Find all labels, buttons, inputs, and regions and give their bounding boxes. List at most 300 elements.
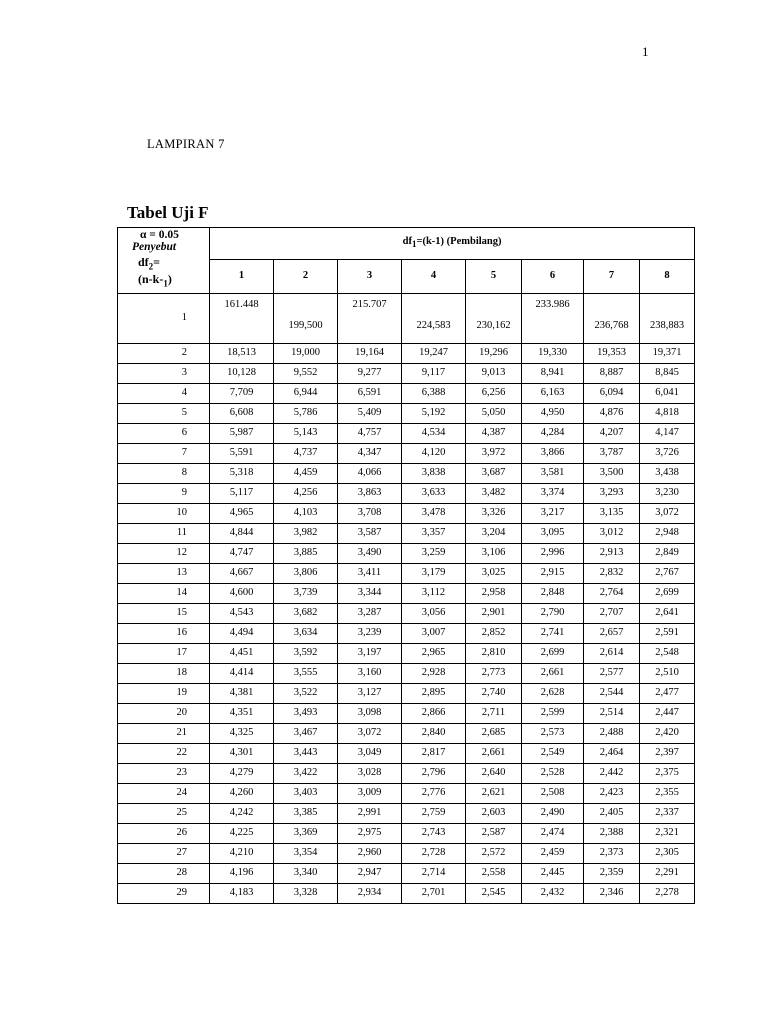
- column-header: 8: [640, 260, 695, 294]
- f-value-cell: 3,863: [338, 484, 402, 504]
- f-value-cell: 2,740: [466, 684, 522, 704]
- f-value-cell: 4,387: [466, 424, 522, 444]
- f-value-cell: 2,849: [640, 544, 695, 564]
- f-value-cell: 2,432: [522, 884, 584, 904]
- column-header: 3: [338, 260, 402, 294]
- df2-row-label: 23: [118, 764, 210, 784]
- f-value-cell: 236,768: [584, 294, 640, 344]
- f-value-cell: 3,239: [338, 624, 402, 644]
- f-value-cell: 3,204: [466, 524, 522, 544]
- f-value-cell: 5,409: [338, 404, 402, 424]
- table-row: [118, 804, 695, 824]
- f-value-cell: 2,573: [522, 724, 584, 744]
- table-row: [118, 864, 695, 884]
- f-value-cell: 2,405: [584, 804, 640, 824]
- df2-row-label: 1: [118, 294, 210, 344]
- df2-row-label: 13: [118, 564, 210, 584]
- f-value-cell: 2,996: [522, 544, 584, 564]
- f-value-cell: 3,340: [274, 864, 338, 884]
- f-value-cell: 4,256: [274, 484, 338, 504]
- df2-row-label: 22: [118, 744, 210, 764]
- f-value-cell: 2,928: [402, 664, 466, 684]
- f-value-cell: 3,025: [466, 564, 522, 584]
- f-value-cell: 2,773: [466, 664, 522, 684]
- df2-row-label: 10: [118, 504, 210, 524]
- f-value-cell: 2,621: [466, 784, 522, 804]
- df2-row-label: 26: [118, 824, 210, 844]
- f-value-cell: 3,478: [402, 504, 466, 524]
- f-value-cell: 19,296: [466, 344, 522, 364]
- column-header: 6: [522, 260, 584, 294]
- f-value-cell: 2,685: [466, 724, 522, 744]
- f-value-cell: 2,442: [584, 764, 640, 784]
- f-value-cell: 3,411: [338, 564, 402, 584]
- f-value-cell: 2,459: [522, 844, 584, 864]
- f-value-cell: 4,543: [210, 604, 274, 624]
- f-value-cell: 2,895: [402, 684, 466, 704]
- f-value-cell: 2,591: [640, 624, 695, 644]
- f-value-cell: 2,641: [640, 604, 695, 624]
- f-value-cell: 9,277: [338, 364, 402, 384]
- f-value-cell: 2,743: [402, 824, 466, 844]
- f-value-cell: 4,600: [210, 584, 274, 604]
- f-value-cell: 3,357: [402, 524, 466, 544]
- f-value-cell: 2,508: [522, 784, 584, 804]
- table-row: [118, 424, 695, 444]
- f-value-cell: 4,351: [210, 704, 274, 724]
- f-value-cell: 3,687: [466, 464, 522, 484]
- f-value-cell: 3,007: [402, 624, 466, 644]
- f-value-cell: 3,739: [274, 584, 338, 604]
- df2-row-label: 2: [118, 344, 210, 364]
- f-value-cell: 2,832: [584, 564, 640, 584]
- f-value-cell: 3,230: [640, 484, 695, 504]
- f-value-cell: 4,242: [210, 804, 274, 824]
- f-value-cell: 4,757: [338, 424, 402, 444]
- table-row: [118, 704, 695, 724]
- f-value-cell: 2,934: [338, 884, 402, 904]
- f-value-cell: 3,098: [338, 704, 402, 724]
- f-value-cell: 2,840: [402, 724, 466, 744]
- f-value-cell: 3,866: [522, 444, 584, 464]
- denominator-label: Penyebut: [132, 240, 177, 253]
- f-value-cell: 3,056: [402, 604, 466, 624]
- f-value-cell: 19,000: [274, 344, 338, 364]
- f-value-cell: 3,135: [584, 504, 640, 524]
- f-value-cell: 238,883: [640, 294, 695, 344]
- f-value-cell: 3,293: [584, 484, 640, 504]
- f-value-cell: 2,490: [522, 804, 584, 824]
- f-value-cell: 4,066: [338, 464, 402, 484]
- df2-row-label: 24: [118, 784, 210, 804]
- f-value-cell: 2,975: [338, 824, 402, 844]
- f-value-cell: 4,667: [210, 564, 274, 584]
- f-value-cell: 2,445: [522, 864, 584, 884]
- f-value-cell: 3,633: [402, 484, 466, 504]
- f-value-cell: 3,438: [640, 464, 695, 484]
- f-value-cell: 2,699: [640, 584, 695, 604]
- f-value-cell: 2,599: [522, 704, 584, 724]
- f-value-cell: 5,786: [274, 404, 338, 424]
- f-value-cell: 2,291: [640, 864, 695, 884]
- f-value-cell: 2,728: [402, 844, 466, 864]
- df2-row-label: 28: [118, 864, 210, 884]
- appendix-label: LAMPIRAN 7: [147, 137, 225, 151]
- f-value-cell: 2,305: [640, 844, 695, 864]
- f-value-cell: 4,207: [584, 424, 640, 444]
- column-header: 5: [466, 260, 522, 294]
- f-value-cell: 3,328: [274, 884, 338, 904]
- f-value-cell: 3,682: [274, 604, 338, 624]
- f-value-cell: 2,549: [522, 744, 584, 764]
- f-value-cell: 4,876: [584, 404, 640, 424]
- table-row: [118, 764, 695, 784]
- f-value-cell: 5,117: [210, 484, 274, 504]
- f-value-cell: 9,013: [466, 364, 522, 384]
- table-row: [118, 544, 695, 564]
- table-row: [118, 564, 695, 584]
- f-value-cell: 4,284: [522, 424, 584, 444]
- f-value-cell: 3,369: [274, 824, 338, 844]
- table-row: [118, 684, 695, 704]
- table-row: [118, 844, 695, 864]
- f-value-cell: 2,544: [584, 684, 640, 704]
- f-value-cell: 2,397: [640, 744, 695, 764]
- f-value-cell: 230,162: [466, 294, 522, 344]
- f-value-cell: 8,887: [584, 364, 640, 384]
- f-value-cell: 2,577: [584, 664, 640, 684]
- f-value-cell: 2,852: [466, 624, 522, 644]
- f-value-cell: 224,583: [402, 294, 466, 344]
- f-value-cell: 2,796: [402, 764, 466, 784]
- f-value-cell: 2,776: [402, 784, 466, 804]
- f-value-cell: 3,838: [402, 464, 466, 484]
- f-value-cell: 3,482: [466, 484, 522, 504]
- f-value-cell: 6,944: [274, 384, 338, 404]
- table-row: [118, 664, 695, 684]
- f-value-cell: 2,848: [522, 584, 584, 604]
- f-value-cell: 3,422: [274, 764, 338, 784]
- df2-row-label: 25: [118, 804, 210, 824]
- table-row: [118, 384, 695, 404]
- f-value-cell: 2,640: [466, 764, 522, 784]
- f-value-cell: 3,587: [338, 524, 402, 544]
- f-value-cell: 3,885: [274, 544, 338, 564]
- f-value-cell: 2,545: [466, 884, 522, 904]
- f-value-cell: 4,347: [338, 444, 402, 464]
- f-value-cell: 4,459: [274, 464, 338, 484]
- f-value-cell: 6,608: [210, 404, 274, 424]
- column-header: 4: [402, 260, 466, 294]
- f-value-cell: 3,106: [466, 544, 522, 564]
- df2-row-label: 29: [118, 884, 210, 904]
- f-value-cell: 4,381: [210, 684, 274, 704]
- f-value-cell: 2,817: [402, 744, 466, 764]
- f-value-cell: 4,210: [210, 844, 274, 864]
- f-value-cell: 3,287: [338, 604, 402, 624]
- f-value-cell: 2,661: [522, 664, 584, 684]
- f-value-cell: 3,403: [274, 784, 338, 804]
- df2-row-label: 19: [118, 684, 210, 704]
- f-value-cell: 3,127: [338, 684, 402, 704]
- table-row: [118, 444, 695, 464]
- alpha-label: α = 0.05: [140, 229, 179, 241]
- table-row: [118, 724, 695, 744]
- f-value-cell: 5,192: [402, 404, 466, 424]
- f-value-cell: 3,217: [522, 504, 584, 524]
- df2-row-label: 8: [118, 464, 210, 484]
- f-value-cell: 2,767: [640, 564, 695, 584]
- table-row: [118, 744, 695, 764]
- f-value-cell: 3,112: [402, 584, 466, 604]
- f-value-cell: 3,012: [584, 524, 640, 544]
- f-value-cell: 3,787: [584, 444, 640, 464]
- f-value-cell: 19,164: [338, 344, 402, 364]
- f-value-cell: 2,337: [640, 804, 695, 824]
- f-value-cell: 8,845: [640, 364, 695, 384]
- f-value-cell: 2,488: [584, 724, 640, 744]
- df2-row-label: 4: [118, 384, 210, 404]
- f-value-cell: 2,359: [584, 864, 640, 884]
- header-row-1: [118, 228, 695, 260]
- f-value-cell: 215.707: [338, 294, 402, 344]
- f-value-cell: 4,534: [402, 424, 466, 444]
- f-value-cell: 3,072: [338, 724, 402, 744]
- f-value-cell: 3,344: [338, 584, 402, 604]
- f-value-cell: 3,522: [274, 684, 338, 704]
- f-value-cell: 9,552: [274, 364, 338, 384]
- df2-row-label: 7: [118, 444, 210, 464]
- f-value-cell: 3,259: [402, 544, 466, 564]
- f-value-cell: 2,711: [466, 704, 522, 724]
- denominator-header-cell: [118, 228, 210, 294]
- f-value-cell: 4,414: [210, 664, 274, 684]
- f-value-cell: 2,699: [522, 644, 584, 664]
- f-value-cell: 3,581: [522, 464, 584, 484]
- f-value-cell: 2,657: [584, 624, 640, 644]
- table-row: [118, 504, 695, 524]
- f-value-cell: 2,474: [522, 824, 584, 844]
- df2-row-label: 17: [118, 644, 210, 664]
- f-value-cell: 2,901: [466, 604, 522, 624]
- f-value-cell: 3,500: [584, 464, 640, 484]
- f-value-cell: 3,982: [274, 524, 338, 544]
- f-value-cell: 4,183: [210, 884, 274, 904]
- f-value-cell: 4,747: [210, 544, 274, 564]
- f-value-cell: 2,355: [640, 784, 695, 804]
- f-value-cell: 2,764: [584, 584, 640, 604]
- f-value-cell: 2,346: [584, 884, 640, 904]
- f-value-cell: 4,451: [210, 644, 274, 664]
- f-value-cell: 199,500: [274, 294, 338, 344]
- f-value-cell: 2,741: [522, 624, 584, 644]
- f-value-cell: 2,587: [466, 824, 522, 844]
- f-value-cell: 9,117: [402, 364, 466, 384]
- f-value-cell: 2,464: [584, 744, 640, 764]
- f-value-cell: 3,806: [274, 564, 338, 584]
- f-value-cell: 6,256: [466, 384, 522, 404]
- f-value-cell: 3,326: [466, 504, 522, 524]
- f-value-cell: 10,128: [210, 364, 274, 384]
- f-value-cell: 3,592: [274, 644, 338, 664]
- f-value-cell: 2,958: [466, 584, 522, 604]
- f-value-cell: 2,528: [522, 764, 584, 784]
- f-value-cell: 3,972: [466, 444, 522, 464]
- f-value-cell: 3,726: [640, 444, 695, 464]
- f-value-cell: 3,354: [274, 844, 338, 864]
- f-value-cell: 4,279: [210, 764, 274, 784]
- f-value-cell: 2,423: [584, 784, 640, 804]
- table-row: [118, 824, 695, 844]
- f-value-cell: 2,790: [522, 604, 584, 624]
- f-value-cell: 2,913: [584, 544, 640, 564]
- f-value-cell: 3,385: [274, 804, 338, 824]
- f-value-cell: 2,714: [402, 864, 466, 884]
- f-value-cell: 3,072: [640, 504, 695, 524]
- table-row: [118, 884, 695, 904]
- df2-row-label: 11: [118, 524, 210, 544]
- df2-row-label: 12: [118, 544, 210, 564]
- f-value-cell: 4,737: [274, 444, 338, 464]
- f-value-cell: 19,247: [402, 344, 466, 364]
- df2-row-label: 6: [118, 424, 210, 444]
- df2-row-label: 27: [118, 844, 210, 864]
- f-value-cell: 2,661: [466, 744, 522, 764]
- f-value-cell: 3,634: [274, 624, 338, 644]
- f-value-cell: 6,163: [522, 384, 584, 404]
- f-value-cell: 5,987: [210, 424, 274, 444]
- f-value-cell: 2,947: [338, 864, 402, 884]
- f-value-cell: 2,707: [584, 604, 640, 624]
- f-value-cell: 2,548: [640, 644, 695, 664]
- f-value-cell: 4,120: [402, 444, 466, 464]
- f-value-cell: 4,196: [210, 864, 274, 884]
- f-value-cell: 2,965: [402, 644, 466, 664]
- f-value-cell: 2,628: [522, 684, 584, 704]
- df2-formula: $(n-k-_1)$: [138, 272, 172, 289]
- f-value-cell: 4,818: [640, 404, 695, 424]
- f-value-cell: 5,050: [466, 404, 522, 424]
- f-value-cell: 2,572: [466, 844, 522, 864]
- f-distribution-table: [117, 227, 695, 904]
- df2-label: $df_2=$: [138, 255, 161, 272]
- f-value-cell: 2,278: [640, 884, 695, 904]
- table-row: [118, 784, 695, 804]
- df2-row-label: 16: [118, 624, 210, 644]
- table-row: [118, 404, 695, 424]
- df2-row-label: 20: [118, 704, 210, 724]
- table-title: Tabel Uji F: [127, 203, 209, 222]
- f-value-cell: 2,866: [402, 704, 466, 724]
- f-value-cell: 6,041: [640, 384, 695, 404]
- table-row: [118, 624, 695, 644]
- f-value-cell: 4,965: [210, 504, 274, 524]
- f-value-cell: 4,844: [210, 524, 274, 544]
- f-value-cell: 3,708: [338, 504, 402, 524]
- df2-row-label: 15: [118, 604, 210, 624]
- f-value-cell: 2,558: [466, 864, 522, 884]
- f-value-cell: 3,443: [274, 744, 338, 764]
- table-row: [118, 524, 695, 544]
- f-value-cell: 5,591: [210, 444, 274, 464]
- df2-row-label: 3: [118, 364, 210, 384]
- f-value-cell: 4,494: [210, 624, 274, 644]
- numerator-header-cell: $df_1=(k-1)$ (Pembilang): [210, 228, 695, 260]
- df2-row-label: 5: [118, 404, 210, 424]
- f-value-cell: 5,318: [210, 464, 274, 484]
- f-value-cell: 2,373: [584, 844, 640, 864]
- f-value-cell: 6,591: [338, 384, 402, 404]
- table-row: [118, 344, 695, 364]
- f-value-cell: 2,701: [402, 884, 466, 904]
- f-value-cell: 2,420: [640, 724, 695, 744]
- table-row: [118, 644, 695, 664]
- f-value-cell: 2,960: [338, 844, 402, 864]
- f-value-cell: 3,490: [338, 544, 402, 564]
- table-body: [118, 228, 695, 904]
- f-value-cell: 2,514: [584, 704, 640, 724]
- f-value-cell: 2,991: [338, 804, 402, 824]
- f-value-cell: 4,147: [640, 424, 695, 444]
- f-value-cell: 2,810: [466, 644, 522, 664]
- f-value-cell: 3,374: [522, 484, 584, 504]
- f-value-cell: 3,028: [338, 764, 402, 784]
- f-value-cell: 2,321: [640, 824, 695, 844]
- table-row: [118, 294, 695, 344]
- table-row: [118, 484, 695, 504]
- f-value-cell: 3,160: [338, 664, 402, 684]
- f-value-cell: 2,915: [522, 564, 584, 584]
- f-value-cell: 3,095: [522, 524, 584, 544]
- f-value-cell: 3,179: [402, 564, 466, 584]
- f-value-cell: 19,353: [584, 344, 640, 364]
- df2-row-label: 14: [118, 584, 210, 604]
- f-value-cell: 2,447: [640, 704, 695, 724]
- f-value-cell: 2,614: [584, 644, 640, 664]
- f-value-cell: 3,555: [274, 664, 338, 684]
- f-value-cell: 4,225: [210, 824, 274, 844]
- table-row: [118, 464, 695, 484]
- f-value-cell: 2,477: [640, 684, 695, 704]
- column-header: 7: [584, 260, 640, 294]
- f-value-cell: 7,709: [210, 384, 274, 404]
- table-row: [118, 364, 695, 384]
- f-value-cell: 4,301: [210, 744, 274, 764]
- f-value-cell: 4,950: [522, 404, 584, 424]
- page-number: 1: [642, 44, 649, 59]
- f-value-cell: 3,493: [274, 704, 338, 724]
- table-row: [118, 584, 695, 604]
- f-value-cell: 5,143: [274, 424, 338, 444]
- f-value-cell: 161.448: [210, 294, 274, 344]
- f-value-cell: 6,388: [402, 384, 466, 404]
- f-value-cell: 2,388: [584, 824, 640, 844]
- f-value-cell: 2,759: [402, 804, 466, 824]
- df2-row-label: 21: [118, 724, 210, 744]
- table-row: [118, 604, 695, 624]
- f-value-cell: 233.986: [522, 294, 584, 344]
- f-value-cell: 2,375: [640, 764, 695, 784]
- f-value-cell: 19,330: [522, 344, 584, 364]
- f-value-cell: 19,371: [640, 344, 695, 364]
- column-header: 2: [274, 260, 338, 294]
- f-value-cell: 3,009: [338, 784, 402, 804]
- f-value-cell: 3,197: [338, 644, 402, 664]
- column-header: 1: [210, 260, 274, 294]
- f-value-cell: 4,325: [210, 724, 274, 744]
- f-value-cell: 3,467: [274, 724, 338, 744]
- df2-row-label: 9: [118, 484, 210, 504]
